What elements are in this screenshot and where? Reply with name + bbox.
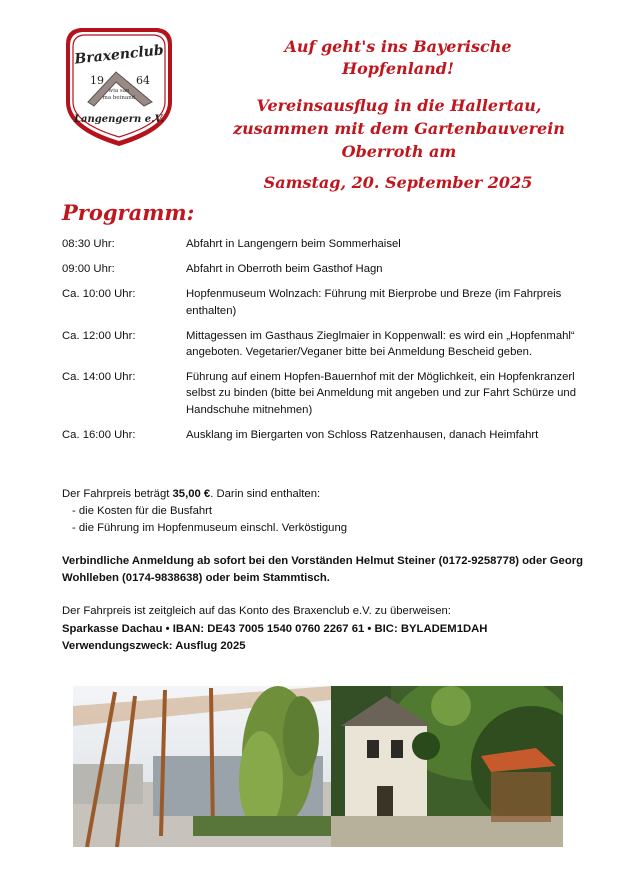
svg-text:wia san: wia san [108, 88, 130, 94]
schedule-row [62, 427, 582, 443]
schedule-row [62, 328, 582, 360]
list-item: - die Kosten für die Busfahrt [72, 505, 213, 517]
bank-details [62, 621, 592, 654]
headline-line5: Oberroth am [341, 142, 457, 161]
schedule-time: Ca. 16:00 Uhr: [62, 428, 136, 441]
schedule-row [62, 286, 582, 318]
list-item: - die Führung im Hopfenmuseum einschl. Verköstigung [72, 522, 348, 534]
schedule-desc: Führung auf einem Hopfen-Bauernhof mit der Möglichkeit, ein Hopfenkranzerl selbst zu binden (bitte bei Anmeldung mit angeben und zur Fahrt Schürze und Handschuhe mitnehmen) [186, 371, 576, 416]
headline-line2: Hopfenland! [342, 59, 454, 78]
schedule-row [62, 236, 582, 252]
schedule-row [62, 369, 582, 418]
price-text: Der Fahrpreis beträgt 35,00 €. Darin sind enthalten: [62, 488, 321, 500]
headline-line1: Auf geht's ins Bayerische [284, 37, 512, 56]
schedule-desc: Hopfenmuseum Wolnzach: Führung mit Bierprobe und Breze (im Fahrpreis enthalten) [186, 288, 562, 317]
bank-line: Sparkasse Dachau • IBAN: DE43 7005 1540 0760 2267 61 • BIC: BYLADEM1DAH [62, 623, 488, 635]
schedule-time: Ca. 10:00 Uhr: [62, 288, 136, 301]
svg-text:64: 64 [136, 74, 150, 87]
headline-trip [232, 94, 566, 163]
headline-line4: zusammen mit dem Gartenbauverein [233, 119, 565, 138]
schedule-row [62, 261, 582, 277]
registration-text: Verbindliche Anmeldung ab sofort bei den Vorständen Helmut Steiner (0172-9258778) oder Georg Wohlleben (0174-9838638) oder beim Stammtisch. [62, 555, 584, 584]
beer-garden-photo [331, 686, 563, 847]
schedule-time: Ca. 14:00 Uhr: [62, 371, 136, 384]
price-includes [72, 503, 602, 537]
schedule-desc: Ausklang im Biergarten von Schloss Ratzenhausen, danach Heimfahrt [186, 428, 539, 441]
svg-text:ma beinand: ma beinand [102, 95, 136, 101]
schedule-time: 09:00 Uhr: [62, 263, 115, 276]
svg-text:Braxenclub: Braxenclub [73, 42, 165, 68]
headline-line3: Vereinsausflug in die Hallertau, [256, 96, 542, 115]
purpose-line: Verwendungszweck: Ausflug 2025 [62, 639, 246, 652]
hop-museum-photo [73, 686, 331, 847]
program-title: Programm: [62, 200, 195, 225]
svg-text:Langengern e.V.: Langengern e.V. [73, 114, 165, 125]
payment-intro: Der Fahrpreis ist zeitgleich auf das Konto des Braxenclub e.V. zu überweisen: [62, 605, 451, 617]
photo-strip [73, 686, 563, 847]
schedule-time: Ca. 12:00 Uhr: [62, 329, 136, 342]
schedule-time: 08:30 Uhr: [62, 238, 115, 250]
schedule-desc: Mittagessen im Gasthaus Zieglmaier in Koppenwall: es wird ein „Hopfenmahl“ angeboten. Vegetarier/Veganer bitte bei Anmeldung Bescheid geben. [186, 329, 575, 359]
price-amount: 35,00 € [172, 488, 211, 500]
schedule-list [62, 236, 582, 452]
schedule-desc: Abfahrt in Langengern beim Sommerhaisel [186, 238, 401, 250]
schedule-desc: Abfahrt in Oberroth beim Gasthof Hagn [186, 263, 383, 276]
event-date: Samstag, 20. September 2025 [263, 173, 533, 192]
headline-intro [248, 36, 548, 80]
svg-text:19: 19 [90, 74, 104, 87]
braxenclub-logo [60, 22, 178, 150]
